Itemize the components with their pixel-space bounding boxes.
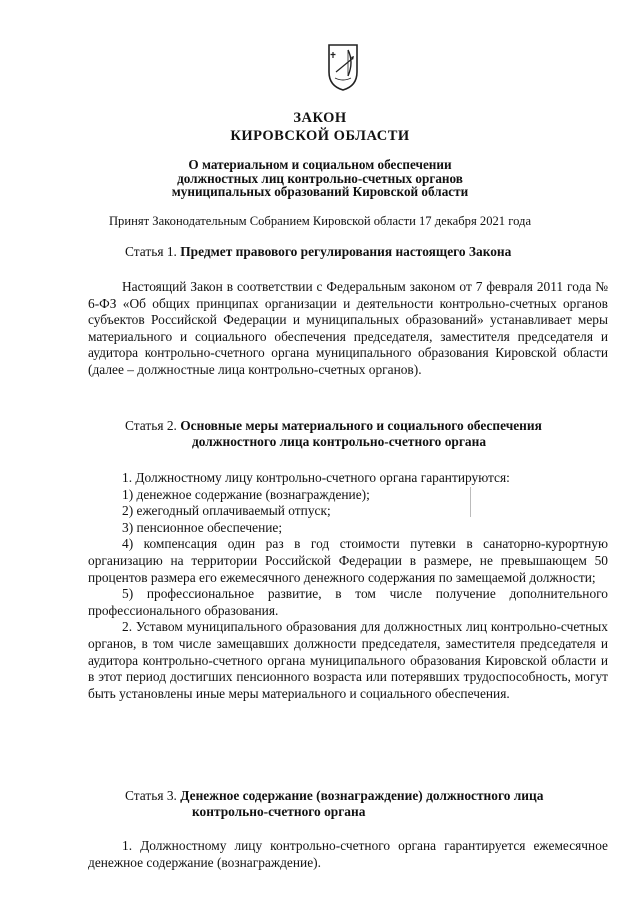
article-1-heading xyxy=(125,244,511,260)
subtitle-line: муниципальных образований Кировской области xyxy=(171,184,469,199)
list-item: 3) пенсионное обеспечение; xyxy=(122,519,283,535)
article-label: Статья 1. xyxy=(125,244,177,259)
paragraph: 2. Уставом муниципального образования для должностных лиц контрольно-счетных органов, в том числе замещавших должности председателя, заместителя председателя и аудитора контрольно-счетного органа муниципального образования Кировской области и в этот период достигших пенсионного возраста или потерявших трудоспособность, могут быть установлены иные меры материального и социального обеспечения. xyxy=(88,619,608,701)
law-title: ЗАКОН xyxy=(293,110,347,126)
list-item: 1) денежное содержание (вознаграждение); xyxy=(122,486,370,502)
subtitle-line: должностных лиц контрольно-счетных органов xyxy=(177,170,463,186)
kirov-oblast-coat-of-arms-icon xyxy=(326,42,360,92)
article-title: Предмет правового регулирования настоящего Закона xyxy=(180,244,512,259)
article-2-heading xyxy=(125,418,542,434)
article-1-body xyxy=(88,279,608,379)
article-2-body xyxy=(88,470,608,702)
subtitle-line: О материальном и социальном обеспечении xyxy=(188,157,452,172)
paragraph: 1. Должностному лицу контрольно-счетного органа гарантируются: xyxy=(122,470,510,485)
article-2-heading-cont xyxy=(192,434,486,450)
article-title: контрольно-счетного органа xyxy=(192,804,366,819)
list-item: 5) профессиональное развитие, в том числе получение дополнительного профессионального образования. xyxy=(88,586,608,618)
paragraph: 1. Должностному лицу контрольно-счетного органа гарантируется ежемесячное денежное содержание (вознаграждение). xyxy=(88,838,608,870)
scan-artifact-line xyxy=(470,487,471,517)
list-item: 2) ежегодный оплачиваемый отпуск; xyxy=(122,503,331,519)
region-title: КИРОВСКОЙ ОБЛАСТИ xyxy=(230,128,410,144)
article-3-body xyxy=(88,838,608,871)
article-label: Статья 2. xyxy=(125,418,177,433)
article-title: должностного лица контрольно-счетного органа xyxy=(192,434,487,449)
article-title: Основные меры материального и социального обеспечения xyxy=(180,418,542,433)
paragraph: Настоящий Закон в соответствии с Федеральным законом от 7 февраля 2011 года № 6-ФЗ «Об общих принципах организации и деятельности контрольно-счетных органов субъектов Российской Федерации и муниципальных образований» устанавливает меры материального и социального обеспечения председателя, заместителя председателя и аудитора контрольно-счетного органа муниципального образования Кировской области (далее – должностные лица контрольно-счетных органов). xyxy=(88,279,608,377)
adoption-note: Принят Законодательным Собранием Кировской области 17 декабря 2021 года xyxy=(108,214,532,228)
law-subtitle xyxy=(0,158,640,199)
list-item: 4) компенсация один раз в год стоимости путевки в санаторно-курортную организацию на территории Российской Федерации в размере, не превышающем 50 процентов размера его ежемесячного денежного содержания по замещаемой должности; xyxy=(88,536,608,585)
article-3-heading-cont xyxy=(192,804,365,820)
article-label: Статья 3. xyxy=(125,788,177,803)
article-title: Денежное содержание (вознаграждение) должностного лица xyxy=(180,788,544,803)
article-3-heading xyxy=(125,788,543,804)
